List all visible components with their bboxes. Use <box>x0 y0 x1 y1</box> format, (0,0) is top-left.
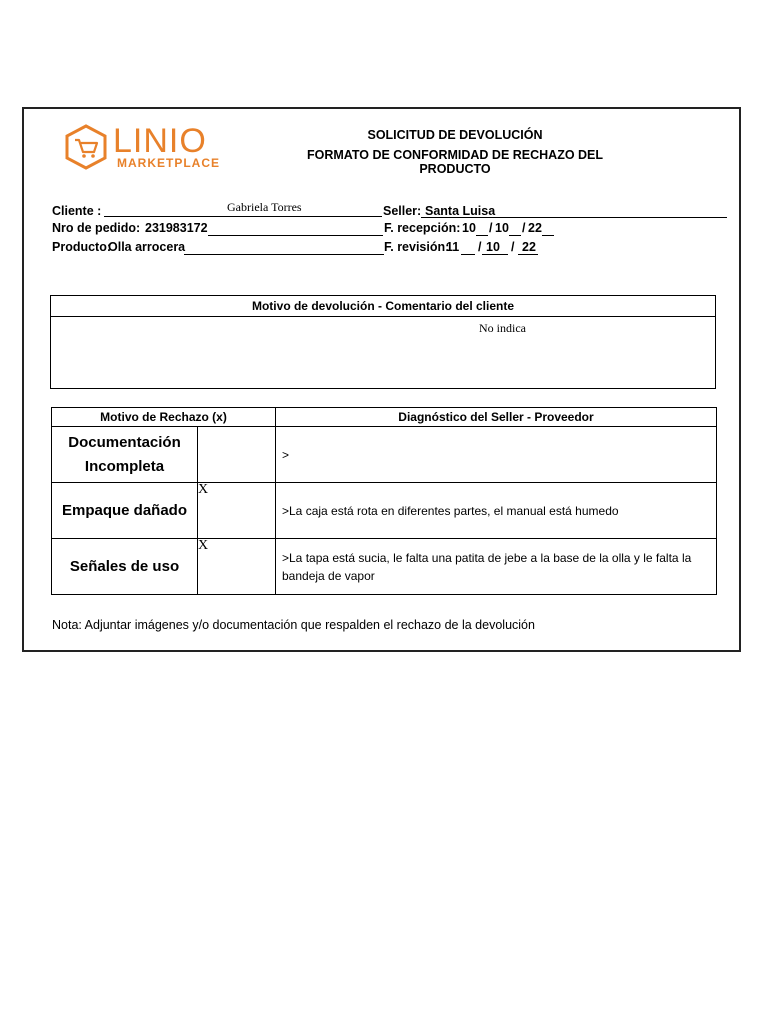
diagnostic-text: >La caja está rota en diferentes partes, el manual está humedo <box>276 483 717 539</box>
revision-day: 11 <box>446 240 460 254</box>
recepcion-year: 22 <box>528 221 542 235</box>
reject-table <box>51 407 717 595</box>
pedido-value: 231983172 <box>145 221 208 235</box>
diagnostic-col-header: Diagnóstico del Seller - Proveedor <box>276 408 717 427</box>
pedido-label: Nro de pedido: <box>52 221 141 235</box>
seller-value: Santa Luisa <box>425 204 496 218</box>
shopping-cart-icon <box>63 124 109 170</box>
reject-col-header: Motivo de Rechazo (x) <box>52 408 276 427</box>
reject-mark-cell <box>198 539 276 595</box>
logo-submark: MARKETPLACE <box>117 156 220 170</box>
producto-label: Producto: <box>52 240 112 254</box>
pedido-underline <box>208 235 383 236</box>
cliente-underline <box>104 216 382 217</box>
reject-mark: X <box>198 482 209 497</box>
recepcion-month-line <box>509 235 521 236</box>
reject-reason-label: Empaque dañado <box>52 483 198 539</box>
seller-label: Seller: <box>383 204 422 218</box>
revision-day-line <box>461 254 475 255</box>
recepcion-month: 10 <box>495 221 509 235</box>
revision-month: 10 <box>486 240 500 254</box>
recepcion-year-line <box>542 235 554 236</box>
reject-reason-label: Documentación Incompleta <box>52 427 198 483</box>
reject-mark-cell <box>198 483 276 539</box>
producto-underline <box>184 254 384 255</box>
revision-year-line <box>518 254 538 255</box>
footer-note: Nota: Adjuntar imágenes y/o documentación que respalden el rechazo de la devolución <box>52 618 535 632</box>
comment-header: Motivo de devolución - Comentario del cliente <box>51 296 715 317</box>
table-row <box>52 483 717 539</box>
recepcion-day-line <box>476 235 488 236</box>
cliente-label: Cliente : <box>52 204 102 218</box>
reject-reason-label: Señales de uso <box>52 539 198 595</box>
diagnostic-text: >La tapa está sucia, le falta una patita de jebe a la base de la olla y le falta la bandeja de vapor <box>276 539 717 595</box>
diagnostic-text: > <box>276 427 717 483</box>
comment-box <box>50 295 716 389</box>
comment-value: No indica <box>479 321 526 335</box>
form-subtitle: FORMATO DE CONFORMIDAD DE RECHAZO DEL PRODUCTO <box>306 148 604 176</box>
reject-mark-cell <box>198 427 276 483</box>
reject-mark: X <box>198 538 209 553</box>
revision-month-line <box>482 254 508 255</box>
producto-value: Olla arrocera <box>108 240 186 254</box>
linio-logo <box>63 124 223 174</box>
form-title: SOLICITUD DE DEVOLUCIÓN <box>367 128 543 142</box>
table-row <box>52 427 717 483</box>
table-row <box>52 539 717 595</box>
logo-wordmark: LINIO <box>113 122 207 160</box>
recepcion-day: 10 <box>462 221 476 235</box>
recepcion-label: F. recepción: <box>384 221 461 235</box>
revision-label: F. revisión: <box>384 240 450 254</box>
revision-year: 22 <box>522 240 536 254</box>
cliente-value: Gabriela Torres <box>227 200 302 214</box>
